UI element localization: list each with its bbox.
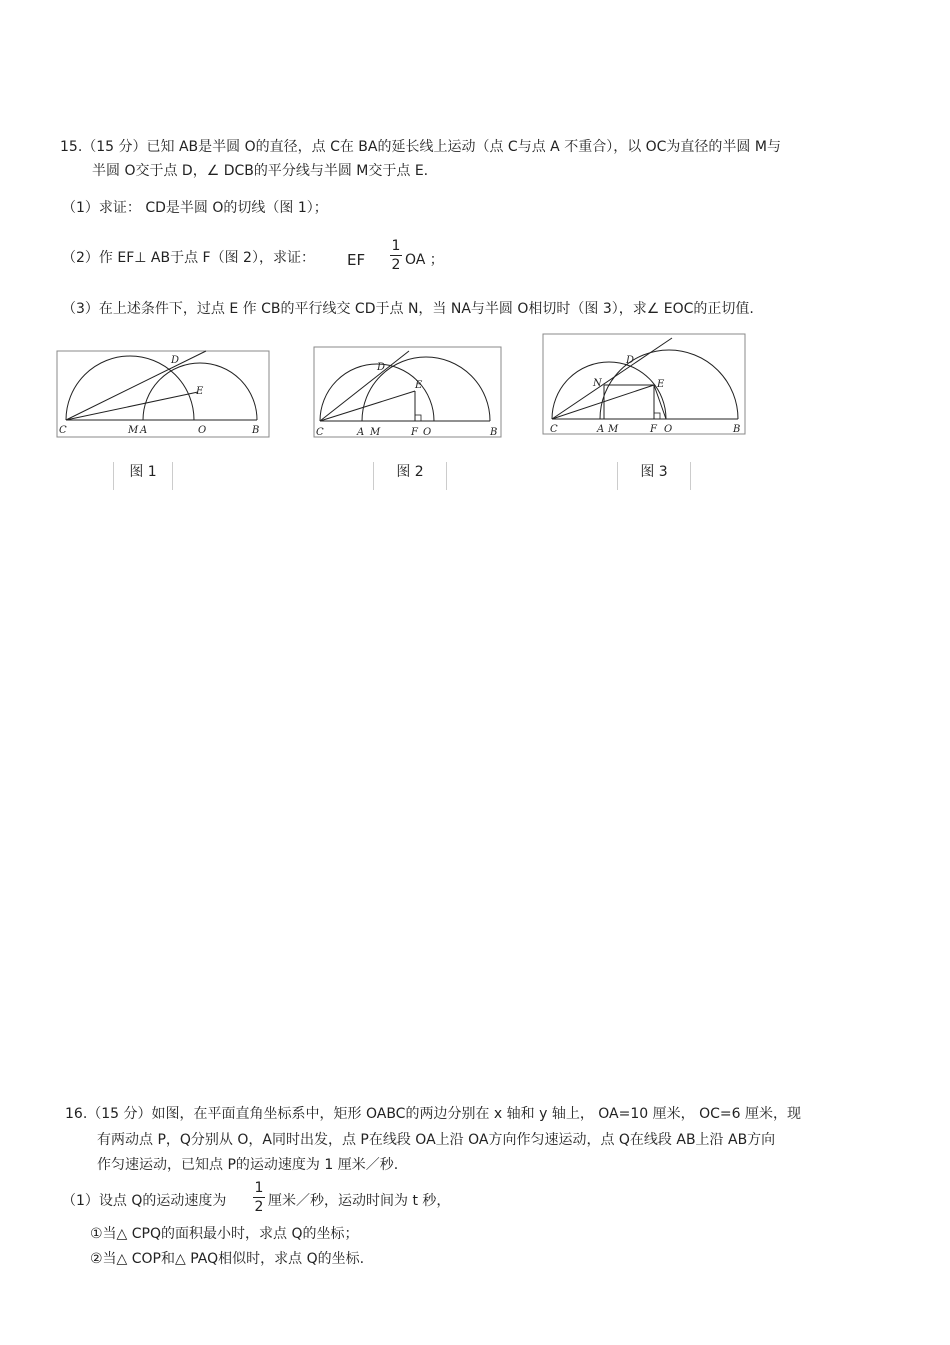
label-a: A	[357, 427, 365, 438]
figure-1-caption: 图 1	[113, 462, 173, 490]
figure-1	[56, 350, 271, 440]
label-m: M	[370, 427, 381, 438]
q15-line2: 半圆 O交于点 D，∠ DCB的平分线与半圆 M交于点 E.	[92, 163, 429, 179]
q15-part2-lhs: EF	[347, 251, 366, 269]
label-c: C	[59, 425, 67, 436]
label-n: N	[593, 378, 602, 389]
line-cd	[320, 351, 409, 421]
label-d: D	[626, 355, 635, 366]
label-b: B	[733, 424, 741, 435]
label-c: C	[550, 424, 558, 435]
line-cd	[66, 351, 206, 420]
label-e: E	[657, 379, 665, 390]
q16-line2: 有两动点 P，Q分别从 O，A同时出发，点 P在线段 OA上沿 OA方向作匀速运动，点 Q在线段 AB上沿 AB方向	[97, 1132, 776, 1148]
fraction-denominator: 2	[254, 1199, 264, 1215]
q15-part2-prefix: （2）作 EF⊥ AB于点 F（图 2），求证：	[62, 250, 315, 266]
label-e: E	[196, 386, 204, 397]
label-a: A	[597, 424, 605, 435]
semicircle-m	[552, 362, 666, 419]
label-m: M	[608, 424, 619, 435]
figure-frame	[314, 347, 501, 437]
figure-frame	[57, 351, 269, 437]
q15-part2-rhs: OA ；	[405, 252, 444, 268]
label-m: M	[128, 425, 139, 436]
label-o: O	[664, 424, 673, 435]
label-f: F	[650, 424, 657, 435]
label-c: C	[316, 427, 324, 438]
label-e: E	[415, 380, 423, 391]
label-a: A	[140, 425, 148, 436]
right-angle-mark	[654, 413, 660, 419]
label-b: B	[252, 425, 260, 436]
label-f: F	[411, 427, 418, 438]
q16-part1-fraction	[253, 1180, 265, 1215]
fraction-denominator: 2	[391, 257, 401, 273]
figure-3-caption: 图 3	[617, 462, 691, 490]
q16-line1: 16.（15 分）如图，在平面直角坐标系中，矩形 OABC的两边分别在 x 轴和 y 轴上， OA=10 厘米， OC=6 厘米，现	[65, 1106, 801, 1122]
fraction-bar	[390, 255, 402, 256]
line-ce	[66, 392, 198, 420]
q16-line3: 作匀速运动，已知点 P的运动速度为 1 厘米／秒.	[97, 1157, 399, 1173]
fraction-numerator: 1	[391, 238, 401, 254]
label-b: B	[490, 427, 498, 438]
right-angle-mark	[415, 415, 421, 421]
q15-part2-fraction	[390, 238, 402, 273]
q16-sub1: ①当△ CPQ的面积最小时，求点 Q的坐标；	[90, 1226, 359, 1242]
figure-2-caption: 图 2	[373, 462, 447, 490]
label-d: D	[171, 355, 180, 366]
q15-line1: 15.（15 分）已知 AB是半圆 O的直径，点 C在 BA的延长线上运动（点 C与点 A 不重合），以 OC为直径的半圆 M与	[60, 139, 781, 155]
q16-sub2: ②当△ COP和△ PAQ相似时，求点 Q的坐标.	[90, 1251, 365, 1267]
figure-3	[542, 333, 747, 438]
q16-part1-suffix: 厘米／秒，运动时间为 t 秒，	[268, 1193, 451, 1209]
label-o: O	[423, 427, 432, 438]
q15-part1: （1）求证： CD是半圆 O的切线（图 1）；	[62, 200, 328, 216]
fraction-numerator: 1	[254, 1180, 264, 1196]
label-o: O	[198, 425, 207, 436]
figure-2	[313, 346, 503, 441]
line-ce	[552, 385, 654, 419]
q15-part3: （3）在上述条件下，过点 E 作 CB的平行线交 CD于点 N，当 NA与半圆 O相切时（图 3），求∠ EOC的正切值.	[62, 301, 754, 317]
fraction-bar	[253, 1197, 265, 1198]
q16-part1-prefix: （1）设点 Q的运动速度为	[62, 1193, 227, 1209]
label-d: D	[377, 362, 386, 373]
